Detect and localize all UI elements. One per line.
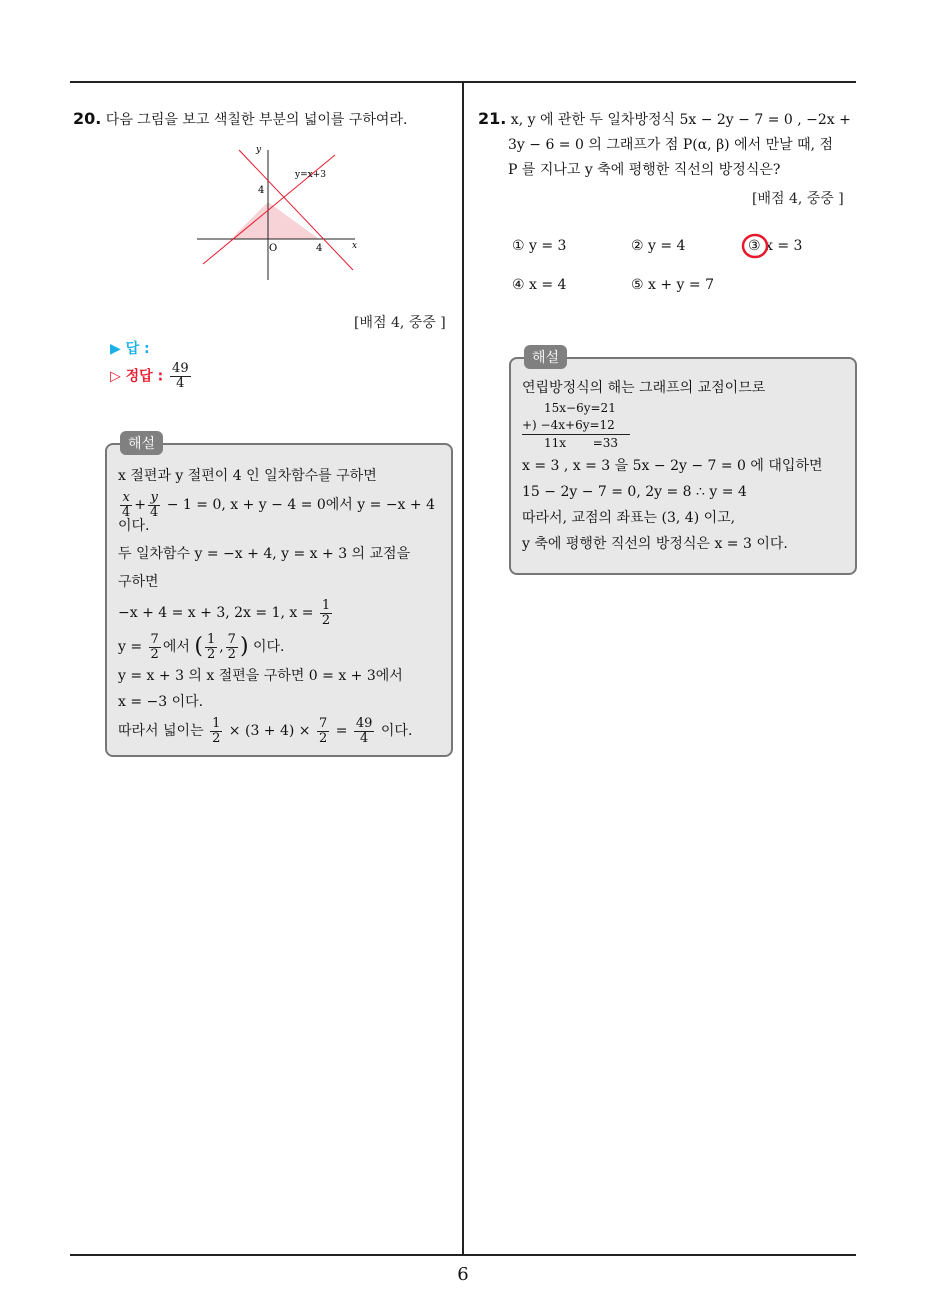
- solution-line: 연립방정식의 해는 그래프의 교점이므로: [522, 380, 766, 396]
- choice-1[interactable]: ① y = 3: [512, 238, 567, 254]
- question-21: [478, 106, 860, 183]
- choice-4[interactable]: ④ x = 4: [512, 277, 567, 293]
- question-21-score: [배점 4, 중중 ]: [752, 191, 844, 207]
- page-number: 6: [457, 1264, 469, 1285]
- origin-label: O: [269, 243, 278, 254]
- question-20-score: [배점 4, 중중 ]: [354, 315, 446, 331]
- question-21-line2: 3y − 6 = 0 의 그래프가 점 P(α, β) 에서 만날 때, 점: [508, 137, 834, 153]
- solution-line: 따라서 넓이는 $\frac{1}{2}$ × (3 + 4) × $\frac{7}{2}$ = $\frac{49}{4}$ 이다.: [118, 715, 413, 746]
- solution-line: $\frac{x}{4}$ + $\frac{y}{4}$ − 1 = 0, x + y − 4 = 0에서 y = −x + 4: [122, 489, 435, 520]
- solution-line: y 축에 평행한 직선의 방정식은 x = 3 이다.: [522, 536, 788, 552]
- choice-2[interactable]: ② y = 4: [631, 238, 686, 254]
- column-divider: [462, 81, 464, 1256]
- question-21-prompt: [478, 106, 860, 133]
- solution-line: y = x + 3 의 x 절편을 구하면 0 = x + 3에서: [118, 668, 403, 684]
- correct-answer-row: [110, 362, 193, 391]
- solution-line: x = 3 , x = 3 을 5x − 2y − 7 = 0 에 대입하면: [522, 458, 823, 474]
- line-label: y=x+3: [295, 170, 326, 180]
- solution-line: 두 일차함수 y = −x + 4, y = x + 3 의 교점을: [118, 546, 411, 562]
- bottom-rule: [70, 1254, 856, 1256]
- solution-tag-21: 해설: [524, 345, 567, 369]
- solution-line: 15x−6y=21: [544, 401, 616, 415]
- solution-line: 이다.: [118, 518, 150, 534]
- y-axis-label: y: [256, 145, 262, 155]
- correct-answer-fraction: $\frac{49}{4}$: [172, 361, 189, 391]
- correct-answer-label: ▷ 정답 :: [110, 368, 164, 385]
- answer-label: ▶ 답 :: [110, 341, 150, 357]
- question-20-text: 다음 그림을 보고 색칠한 부분의 넓이를 구하여라.: [105, 112, 408, 128]
- choice-3-circle-mark: [738, 230, 772, 262]
- solution-line: −x + 4 = x + 3, 2x = 1, x = $\frac{1}{2}$: [118, 597, 331, 628]
- choice-5[interactable]: ⑤ x + y = 7: [631, 277, 714, 293]
- solution-line: +) −4x+6y=12: [522, 417, 630, 435]
- question-21-line1: x, y 에 관한 두 일차방정식 5x − 2y − 7 = 0 , −2x +: [510, 112, 851, 128]
- solution-line: 15 − 2y − 7 = 0, 2y = 8 ∴ y = 4: [522, 484, 747, 500]
- question-20-number: 20.: [73, 109, 102, 128]
- solution-line: 따라서, 교점의 좌표는 (3, 4) 이고,: [522, 510, 736, 526]
- solution-body-20: [118, 464, 448, 748]
- question-20: [73, 106, 455, 133]
- choice-3[interactable]: ③ x = 3: [748, 238, 803, 254]
- question-21-line3: P 를 지나고 y 축에 평행한 직선의 방정식은?: [508, 162, 781, 178]
- solution-tag-20: 해설: [120, 431, 163, 455]
- x-axis-label: x: [352, 241, 358, 251]
- question-20-graph: [195, 140, 365, 285]
- solution-body-21: [522, 376, 852, 556]
- question-21-number: 21.: [478, 109, 507, 128]
- question-20-prompt: [73, 106, 455, 133]
- line-y-eq-neg-x-plus-4: [239, 150, 353, 270]
- solution-line: y = $\frac{7}{2}$ 에서 ( $\frac{1}{2}$ , $\frac{7}{2}$ ) 이다.: [118, 631, 285, 662]
- solution-line: 11x =33: [544, 436, 619, 450]
- x-tick-label: 4: [316, 243, 323, 254]
- solution-line: x = −3 이다.: [118, 694, 204, 710]
- y-tick-label: 4: [258, 185, 265, 196]
- solution-line: x 절편과 y 절편이 4 인 일차함수를 구하면: [118, 468, 377, 484]
- solution-line: 구하면: [118, 574, 159, 590]
